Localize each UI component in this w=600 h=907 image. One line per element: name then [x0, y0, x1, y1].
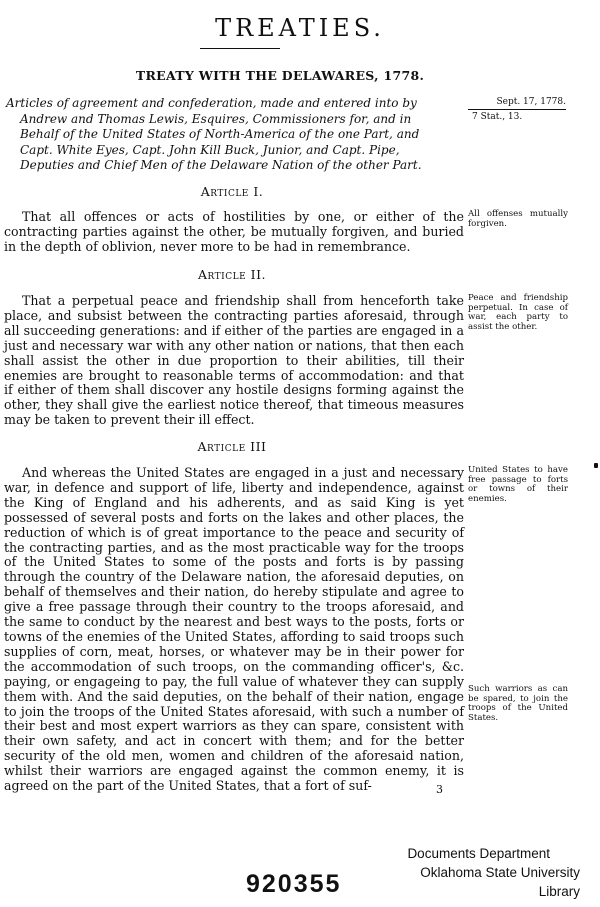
- preamble-line: Capt. White Eyes, Capt. John Kill Buck, Junior, and Capt. Pipe,: [20, 142, 400, 157]
- article-1-text: That all offences or acts of hostilities by one, or either of the contracting parties against the other, be mutually forgiven, and buried in the depth of oblivion, never more to be had in remembrance.: [4, 209, 464, 254]
- margin-note-article-2: Peace and friendship perpetual. In case of war, each party to assist the other.: [468, 293, 568, 332]
- margin-note-article-3a: United States to have free passage to forts or towns of their enemies.: [468, 465, 568, 504]
- margin-note-article-3b: Such warriors as can be spared, to join the troops of the United States.: [468, 684, 568, 723]
- article-1-heading: Article I.: [200, 184, 264, 199]
- article-3-text: And whereas the United States are engaged in a just and necessary war, in defence and support of life, liberty and independence, against the King of England and his adherents, and as said King is yet possessed of several posts and forts on the lakes and other places, the reduction of which is of great importance to the peace and security of the contracting parties, and as the most practicable way for the troops of the United States to some of the posts and forts is by passing through the country of the Delaware nation, the aforesaid deputies, on behalf of themselves and their nation, do hereby stipulate and agree to give a free passage through their country to the troops aforesaid, and the same to conduct by the nearest and best ways to the posts, forts or towns of the enemies of the United States, affording to said troops such supplies of corn, meat, horses, or whatever may be in their power for the accommodation of such troops, on the commanding officer's, &c. paying, or engageing to pay, the full value of whatever they can supply them with. And the said deputies, on the behalf of their nation, engage to join the troops of the United States aforesaid, with such a number of their best and most expert warriors as they can spare, consistent with their own safety, and act in concert with them; and for the better security of the old men, women and children of the aforesaid nation, whilst their warriors are engaged against the common enemy, it is agreed on the part of the United States, that a fort of suf-: [4, 465, 464, 794]
- page-number: 3: [436, 783, 443, 796]
- stamp-line-1: Documents Department: [407, 846, 550, 861]
- stamp-line-2: Oklahoma State University Library: [420, 865, 580, 899]
- preamble-line: Articles of agreement and confederation, made and entered into by: [6, 96, 417, 110]
- article-2-heading: Article II.: [198, 267, 266, 282]
- accession-number: 920355: [246, 870, 342, 898]
- library-stamp: [380, 844, 580, 901]
- preamble-line: Andrew and Thomas Lewis, Esquires, Commissioners for, and in: [20, 111, 412, 126]
- article-2-text: That a perpetual peace and friendship shall from henceforth take place, and subsist between the contracting parties aforesaid, through all succeeding generations: and if either of the parties are engaged in a just and necessary war with any other nation or nations, that then each shall assist the other in due proportion to their abilities, till their enemies are brought to reasonable terms of accommodation: and that if either of them shall discover any hostile designs forming against the other, they shall give the earliest notice thereof, that timeous measures may be taken to prevent their ill effect.: [4, 293, 464, 428]
- preamble-line: Behalf of the United States of North-America of the one Part, and: [20, 127, 420, 142]
- article-3-heading: Article III: [197, 439, 267, 454]
- treaty-title: TREATY WITH THE DELAWARES, 1778.: [135, 68, 425, 83]
- preamble-line: Deputies and Chief Men of the Delaware Nation of the other Part.: [20, 158, 422, 173]
- date-citation: [468, 97, 566, 122]
- preamble: [6, 96, 464, 174]
- statute-citation: 7 Stat., 13.: [472, 112, 523, 122]
- title-rule: [200, 48, 280, 49]
- scan-speck: [594, 463, 598, 468]
- running-head: TREATIES.: [215, 14, 385, 42]
- treaty-date: Sept. 17, 1778.: [468, 97, 566, 110]
- margin-note-article-1: All offenses mutually forgiven.: [468, 209, 568, 229]
